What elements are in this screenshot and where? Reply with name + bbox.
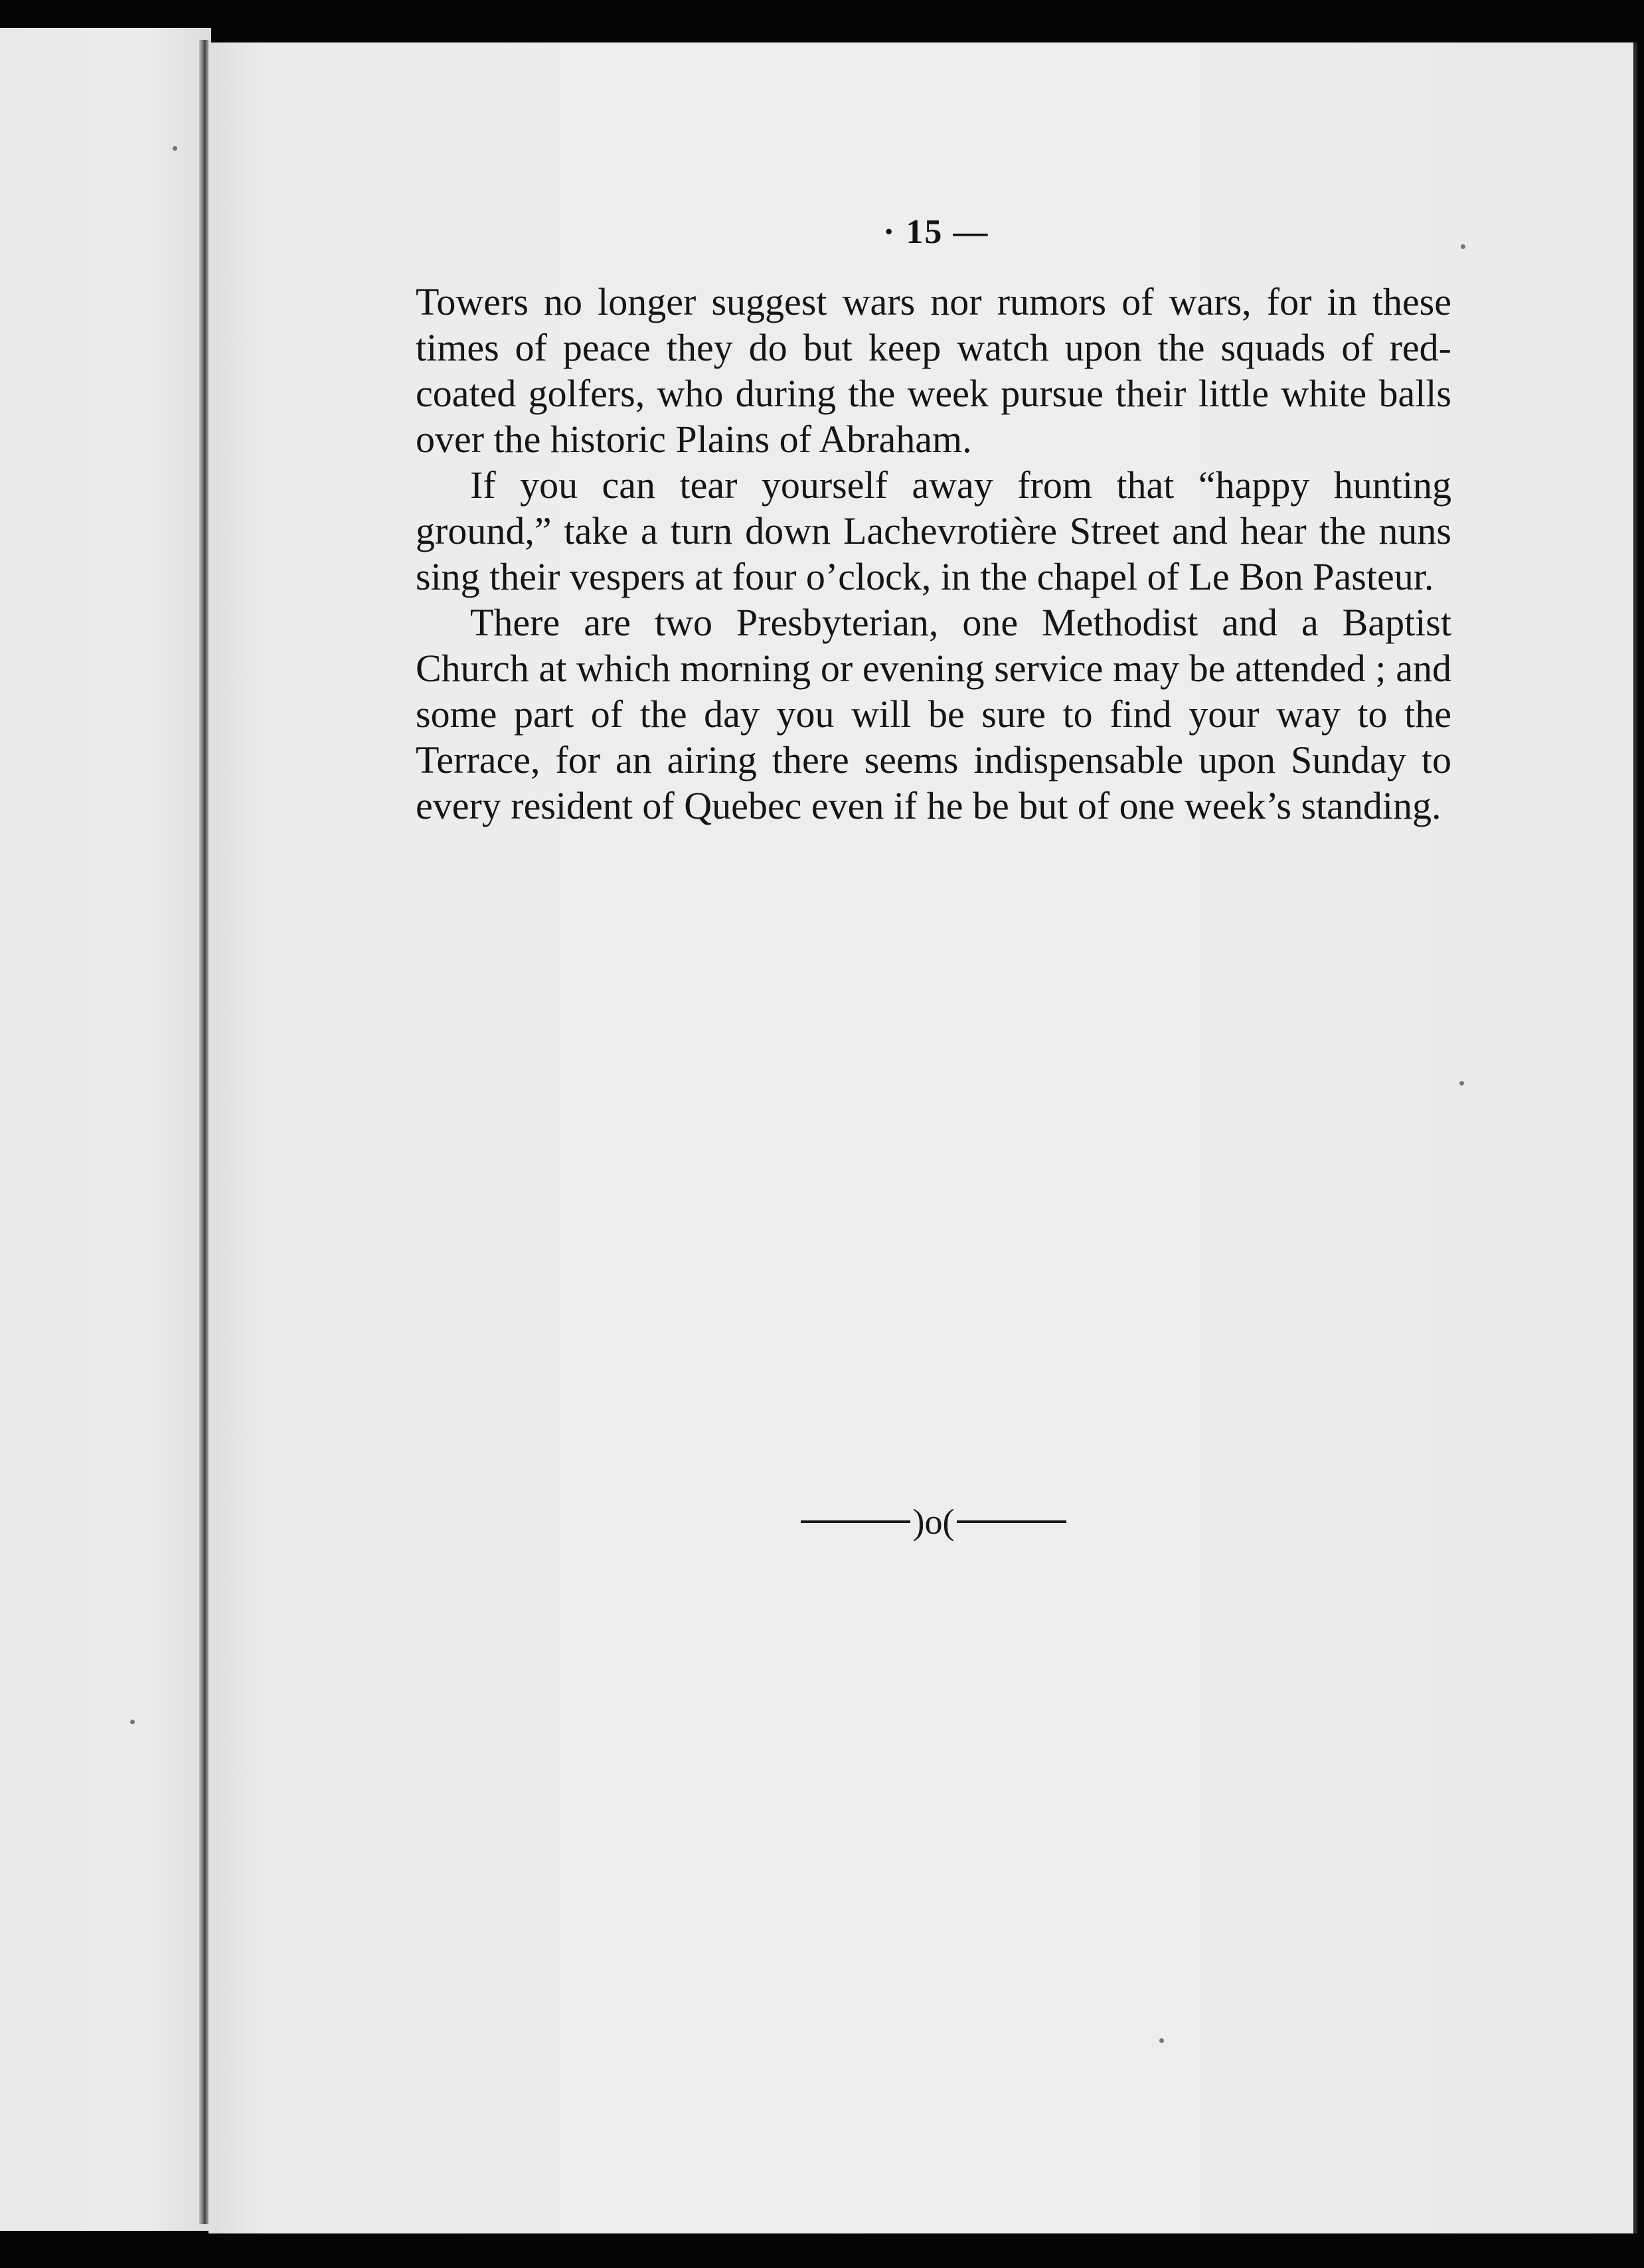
paper-speck [130, 1720, 135, 1724]
book-binding-gutter [199, 40, 208, 2224]
paper-speck [1461, 244, 1465, 249]
body-text [416, 279, 1451, 829]
ornament-glyph: )o( [912, 1502, 955, 1542]
paper-speck [1459, 1081, 1464, 1086]
paragraph-3: There are two Presbyterian, one Methodist and a Baptist Church at which morning or evening service may be attended ; and some part of the day you will be sure to find your way to the Terrace, for an airing there seems indispensable upon Sunday to every resident of Quebec even if he be but of one week’s standing. [416, 601, 1451, 827]
paper-speck [1159, 2038, 1164, 2043]
page-number: · 15 — [883, 213, 989, 251]
paragraph-1: Towers no longer suggest wars nor rumors of wars, for in these times of peace they do but keep watch upon the squads of red-coated golfers, who during the week pursue their little white balls over the historic Plains of Abraham. [416, 280, 1451, 461]
left-page-blank [0, 28, 211, 2231]
section-end-ornament [801, 1502, 1066, 1542]
ornament-rule-right [957, 1520, 1066, 1523]
paragraph-2: If you can tear yourself away from that “happy hunting ground,” take a turn down Lachevrotière Street and hear the nuns sing their vespers at four o’clock, in the chapel of Le Bon Pasteur. [416, 463, 1451, 598]
paper-speck [173, 146, 177, 151]
ornament-rule-left [801, 1520, 910, 1523]
